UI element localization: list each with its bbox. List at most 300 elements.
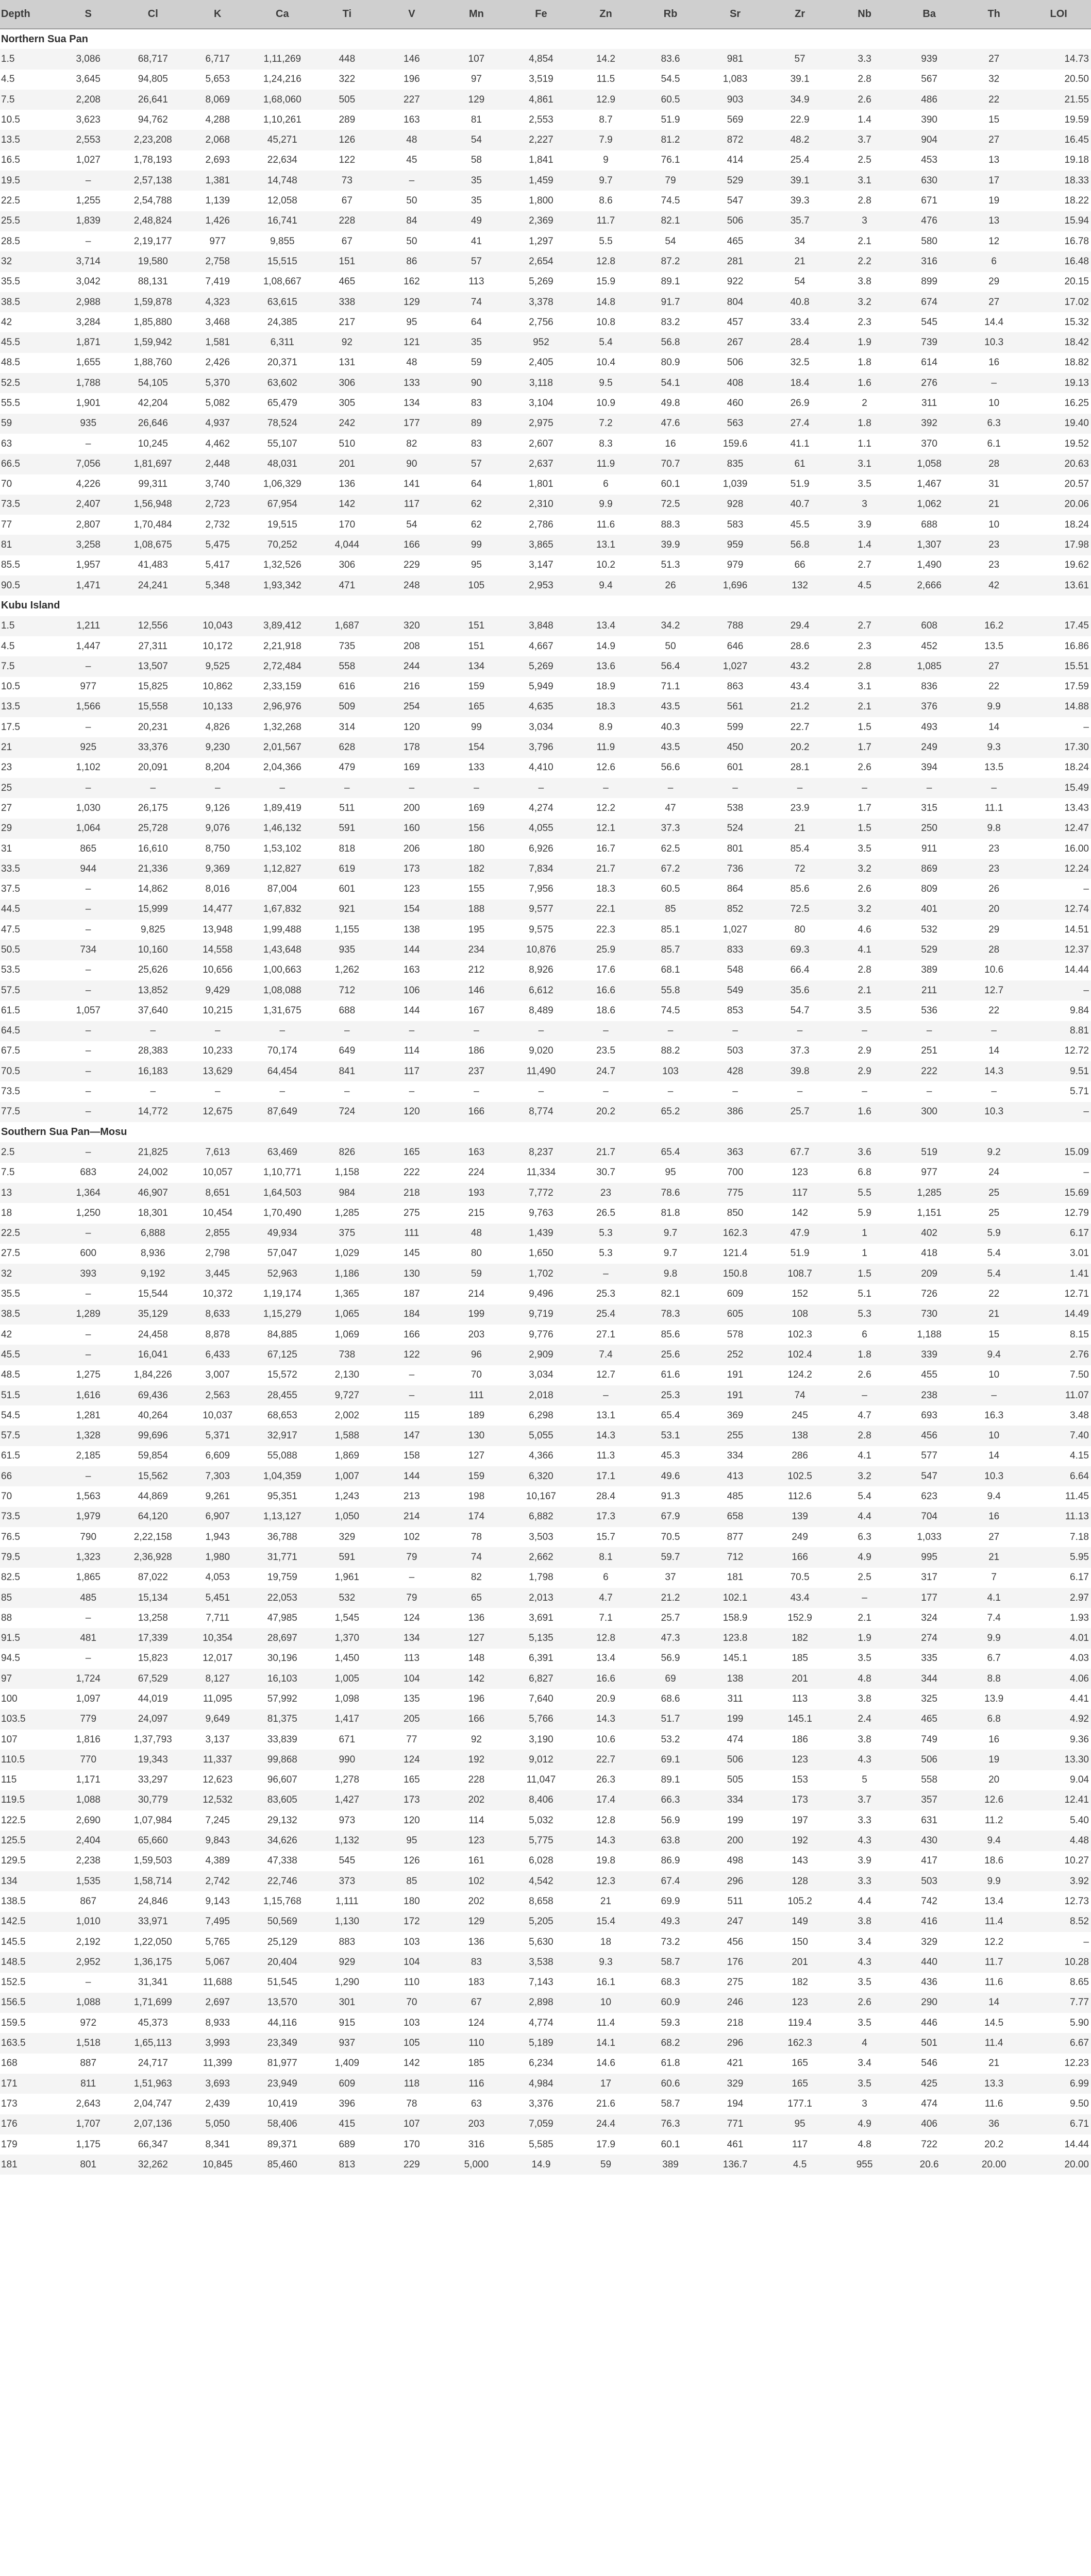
cell-s: 1,901 [76, 397, 100, 409]
cell-zn: 9.7 [574, 171, 639, 191]
cell-k: 1,381 [186, 171, 250, 191]
cell-k: 10,043 [186, 616, 250, 636]
cell-v: 144 [379, 940, 444, 960]
cell-s: 2,952 [56, 1952, 121, 1972]
cell-k: 12,623 [203, 1774, 233, 1786]
cell-ti: 511 [339, 802, 355, 814]
cell-v: 144 [404, 1005, 420, 1016]
cell-s: 1,323 [56, 1547, 121, 1567]
cell-mn: 95 [471, 560, 482, 571]
cell-cl: 99,311 [138, 479, 168, 490]
cell-v: 229 [404, 560, 420, 571]
cell-zn: 7.9 [574, 130, 639, 150]
cell-fe: 5,032 [529, 1815, 553, 1826]
table-row [0, 656, 1091, 676]
cell-cl: 1,65,113 [121, 2033, 186, 2053]
cell-cl: 32,262 [121, 2155, 186, 2175]
cell-mn: 193 [444, 1183, 509, 1203]
table-row [0, 1547, 1091, 1567]
cell-k: 8,878 [205, 1329, 230, 1340]
cell-loi: 17.02 [1026, 292, 1091, 312]
cell-nb: 4.1 [832, 940, 897, 960]
cell-cl: 1,71,699 [121, 1993, 186, 2013]
cell-depth: 32 [0, 1264, 56, 1284]
cell-fe: 2,227 [509, 130, 574, 150]
cell-mn: 82 [471, 1572, 482, 1583]
cell-nb: 2.1 [832, 980, 897, 1001]
table-row [0, 1790, 1091, 1810]
cell-v: 166 [379, 535, 444, 555]
table-row [0, 1021, 1091, 1041]
cell-ti: 314 [339, 721, 356, 733]
cell-depth: 125.5 [0, 1831, 56, 1851]
table-row [0, 1770, 1091, 1790]
cell-depth: 63 [1, 438, 12, 449]
cell-th: 10.3 [962, 1102, 1027, 1122]
table-row [0, 737, 1091, 757]
cell-s: 485 [56, 1588, 121, 1608]
cell-v: – [409, 1369, 415, 1381]
cell-th: 11.7 [962, 1952, 1027, 1972]
cell-nb: 6.8 [858, 1167, 871, 1178]
cell-mn: 83 [471, 397, 482, 409]
cell-ba: 749 [921, 1734, 937, 1745]
cell-fe: 5,135 [509, 1628, 574, 1648]
cell-k: 5,371 [186, 1426, 250, 1446]
cell-mn: 166 [444, 1709, 509, 1730]
cell-ti: 813 [315, 2155, 380, 2175]
cell-s: 944 [56, 859, 121, 879]
cell-v: 79 [379, 1547, 444, 1567]
cell-loi: 21.55 [1026, 90, 1091, 110]
cell-cl: 2,23,208 [121, 130, 186, 150]
cell-zn: 11.4 [596, 2017, 615, 2028]
table-row [0, 616, 1091, 636]
cell-depth: 35.5 [1, 1289, 20, 1300]
cell-s: 1,010 [56, 1912, 121, 1932]
cell-fe: 6,320 [509, 1466, 574, 1486]
cell-rb: – [667, 1086, 674, 1097]
cell-k: 4,323 [186, 292, 250, 312]
cell-zn: 21.7 [574, 1142, 639, 1162]
cell-rb: 45.3 [661, 1450, 680, 1462]
cell-zn: 25.3 [596, 1289, 615, 1300]
cell-rb: 68.1 [661, 964, 680, 976]
cell-rb: 54.5 [661, 74, 680, 85]
cell-ba: 704 [897, 1507, 962, 1527]
cell-mn: 185 [468, 2058, 485, 2069]
cell-fe: 3,378 [509, 292, 574, 312]
cell-ba: 674 [897, 292, 962, 312]
cell-fe: 6,028 [529, 1855, 553, 1867]
cell-mn: 202 [468, 1895, 485, 1907]
cell-sr: 609 [727, 1289, 744, 1300]
table-row [0, 1952, 1091, 1972]
cell-sr: 524 [703, 819, 768, 839]
cell-sr: 369 [727, 1410, 744, 1421]
cell-ba: 904 [897, 130, 962, 150]
table-row [0, 90, 1091, 110]
cell-k: 5,067 [186, 1952, 250, 1972]
cell-ba: 1,467 [917, 479, 942, 490]
cell-rb: 51.3 [661, 560, 680, 571]
cell-loi: 6.71 [1026, 2114, 1091, 2134]
cell-sr: 601 [727, 762, 744, 773]
cell-ca: 1,32,526 [263, 560, 301, 571]
table-row [0, 1061, 1091, 1081]
cell-loi: 12.24 [1026, 859, 1091, 879]
cell-sr: 605 [703, 1304, 768, 1325]
cell-zn: 59 [574, 2155, 639, 2175]
cell-sr: 569 [727, 114, 744, 125]
cell-sr: 549 [703, 980, 768, 1001]
cell-depth: 85.5 [1, 560, 20, 571]
cell-cl: 35,129 [121, 1304, 186, 1325]
cell-ti: 1,370 [315, 1628, 380, 1648]
cell-loi: 18.33 [1026, 171, 1091, 191]
cell-loi: 16.86 [1064, 640, 1089, 652]
cell-depth: 59 [0, 414, 56, 434]
cell-ba: 546 [921, 2058, 937, 2069]
cell-cl: 2,22,158 [133, 1531, 172, 1543]
cell-th: 15 [988, 114, 1000, 125]
cell-sr: – [703, 1021, 768, 1041]
cell-ca: 44,116 [267, 2017, 297, 2028]
cell-rb: 47.6 [638, 414, 703, 434]
cell-v: 120 [404, 1815, 420, 1826]
cell-ti: 689 [339, 2139, 356, 2150]
cell-ti: 883 [339, 1936, 356, 1947]
cell-zr: 85.4 [790, 843, 810, 854]
cell-v: 118 [379, 2074, 444, 2094]
cell-ba: 436 [921, 1977, 937, 1988]
cell-th: 21 [962, 495, 1027, 515]
cell-th: – [962, 778, 1027, 798]
cell-ti: 1,050 [315, 1507, 380, 1527]
cell-fe: 8,658 [529, 1895, 553, 1907]
cell-fe: 3,848 [509, 616, 574, 636]
cell-loi: 15.94 [1026, 211, 1091, 231]
cell-zr: 102.5 [767, 1466, 832, 1486]
cell-nb: 4.4 [858, 1895, 871, 1907]
cell-sr: 498 [727, 1855, 744, 1867]
cell-zr: 34.9 [767, 90, 832, 110]
cell-loi: 5.40 [1070, 1815, 1089, 1826]
cell-zr: 102.4 [767, 1345, 832, 1365]
cell-loi: – [1083, 1167, 1089, 1178]
cell-ba: 567 [921, 74, 937, 85]
cell-th: 27 [962, 49, 1027, 69]
cell-rb: 60.9 [638, 1993, 703, 2013]
cell-cl: 94,805 [138, 74, 168, 85]
cell-ba: 608 [897, 616, 962, 636]
cell-ca: 1,64,503 [250, 1183, 315, 1203]
cell-ba: 869 [897, 859, 962, 879]
cell-v: 142 [404, 2058, 420, 2069]
cell-zn: 17.3 [574, 1507, 639, 1527]
cell-depth: 13 [0, 1183, 56, 1203]
cell-s: 683 [80, 1167, 97, 1178]
cell-ca: 52,963 [250, 1264, 315, 1284]
cell-depth: 85 [0, 1588, 56, 1608]
cell-ba: 730 [897, 1304, 962, 1325]
cell-cl: 1,37,793 [133, 1734, 172, 1745]
cell-ba: 392 [897, 414, 962, 434]
cell-ti: 1,409 [334, 2058, 360, 2069]
column-header-k: K [186, 0, 250, 29]
cell-fe: 8,774 [509, 1102, 574, 1122]
cell-s: 2,643 [76, 2098, 100, 2109]
cell-mn: 212 [468, 964, 485, 976]
cell-loi: 12.47 [1026, 819, 1091, 839]
cell-fe: 2,953 [509, 575, 574, 596]
cell-sr: 853 [727, 1005, 744, 1016]
cell-sr: 775 [703, 1183, 768, 1203]
cell-zn: 19.8 [596, 1855, 615, 1867]
cell-nb: 1.5 [832, 1264, 897, 1284]
cell-sr: 850 [727, 1207, 744, 1218]
cell-k: 3,468 [205, 316, 230, 328]
cell-ti: 818 [339, 843, 356, 854]
cell-mn: 165 [444, 697, 509, 717]
cell-ba: 899 [921, 276, 937, 287]
cell-fe: 4,274 [529, 802, 553, 814]
cell-v: 163 [404, 964, 420, 976]
cell-s: 925 [56, 737, 121, 757]
cell-th: 25 [988, 1207, 1000, 1218]
cell-th: 20.2 [984, 2139, 1004, 2150]
cell-zn: 11.7 [574, 211, 639, 231]
cell-sr: 199 [703, 1709, 768, 1730]
cell-ca: 64,454 [250, 1061, 315, 1081]
cell-th: 9.4 [962, 1831, 1027, 1851]
cell-rb: 69.9 [661, 1895, 680, 1907]
cell-loi: 5.95 [1026, 1547, 1091, 1567]
cell-th: 5.9 [962, 1224, 1027, 1244]
cell-nb: 3.3 [832, 49, 897, 69]
cell-k: 8,016 [205, 884, 230, 895]
table-row [0, 1163, 1091, 1183]
cell-k: 3,693 [186, 2074, 250, 2094]
cell-s: 393 [56, 1264, 121, 1284]
cell-sr: 801 [727, 843, 744, 854]
cell-rb: 53.1 [638, 1426, 703, 1446]
cell-zr: 56.8 [767, 535, 832, 555]
cell-rb: 68.3 [661, 1977, 680, 1988]
cell-v: 138 [404, 924, 420, 935]
cell-rb: 89.1 [661, 1774, 680, 1786]
cell-nb: 4 [832, 2033, 897, 2053]
cell-s: 1,289 [56, 1304, 121, 1325]
cell-v: 45 [406, 155, 417, 166]
cell-sr: 833 [703, 940, 768, 960]
cell-k: 8,651 [186, 1183, 250, 1203]
cell-loi: 15.51 [1026, 656, 1091, 676]
cell-cl: 21,825 [121, 1142, 186, 1162]
cell-fe: 5,189 [509, 2033, 574, 2053]
cell-depth: 37.5 [1, 884, 20, 895]
cell-sr: 461 [727, 2139, 744, 2150]
cell-rb: 95 [665, 1167, 676, 1178]
cell-mn: 80 [471, 1248, 482, 1259]
cell-loi: 7.18 [1070, 1531, 1089, 1543]
cell-ba: 722 [921, 2139, 937, 2150]
cell-zn: 14.3 [574, 1709, 639, 1730]
cell-nb: 2.7 [858, 560, 871, 571]
table-row [0, 1831, 1091, 1851]
cell-rb: 88.2 [661, 1045, 680, 1057]
cell-zn: 14.9 [596, 640, 615, 652]
cell-ca: 24,385 [267, 316, 297, 328]
cell-sr: 578 [727, 1329, 744, 1340]
cell-zr: 66.4 [790, 964, 810, 976]
cell-th: 22 [988, 1289, 1000, 1300]
cell-th: 8.8 [962, 1669, 1027, 1689]
cell-s: 770 [56, 1750, 121, 1770]
cell-s: 1,839 [56, 211, 121, 231]
cell-mn: 183 [468, 1977, 485, 1988]
cell-fe: 9,776 [529, 1329, 553, 1340]
cell-mn: 41 [471, 235, 482, 247]
cell-nb: 1.7 [858, 802, 871, 814]
cell-zn: – [574, 1385, 639, 1405]
cell-rb: 83.6 [638, 49, 703, 69]
cell-k: 5,765 [205, 1936, 230, 1947]
cell-zr: 21 [767, 251, 832, 272]
cell-th: 10.3 [962, 332, 1027, 352]
cell-v: 173 [379, 1790, 444, 1810]
cell-cl: 44,869 [138, 1491, 168, 1502]
cell-ca: 25,129 [267, 1936, 297, 1947]
cell-s: 1,979 [56, 1507, 121, 1527]
table-row [0, 171, 1091, 191]
cell-ba: 311 [921, 397, 937, 409]
cell-sr: 191 [703, 1385, 768, 1405]
cell-rb: 76.1 [661, 155, 680, 166]
cell-sr: 712 [703, 1547, 768, 1567]
cell-th: 7.4 [987, 1612, 1001, 1623]
cell-loi: 19.52 [1064, 438, 1089, 449]
cell-ba: 209 [897, 1264, 962, 1284]
cell-rb: 58.7 [638, 1952, 703, 1972]
table-row [0, 292, 1091, 312]
table-row [0, 1507, 1091, 1527]
cell-loi: 8.81 [1026, 1021, 1091, 1041]
cell-loi: – [1083, 1936, 1089, 1947]
cell-s: – [85, 1653, 91, 1664]
cell-depth: 50.5 [0, 940, 56, 960]
cell-s: 3,258 [56, 535, 121, 555]
cell-rb: 61.8 [661, 2058, 680, 2069]
cell-ba: 177 [897, 1588, 962, 1608]
cell-fe: 4,667 [529, 640, 553, 652]
cell-nb: 2.6 [858, 762, 871, 773]
cell-rb: 86.9 [661, 1855, 680, 1867]
cell-s: 935 [56, 414, 121, 434]
cell-th: 13.4 [984, 1895, 1004, 1907]
cell-depth: 25.5 [0, 211, 56, 231]
cell-cl: 12,556 [121, 616, 186, 636]
cell-sr: 162.3 [703, 1224, 768, 1244]
cell-s: 790 [80, 1531, 97, 1543]
cell-k: 8,204 [205, 762, 230, 773]
cell-rb: 58.7 [661, 2098, 680, 2109]
cell-th: 12 [988, 235, 1000, 247]
cell-v: 105 [379, 2033, 444, 2053]
cell-ba: 580 [921, 235, 937, 247]
cell-th: 31 [988, 479, 1000, 490]
cell-ti: 305 [339, 397, 356, 409]
cell-ti: 9,727 [315, 1385, 380, 1405]
cell-fe: 5,585 [529, 2139, 553, 2150]
cell-ti: 1,065 [315, 1304, 380, 1325]
cell-mn: 74 [444, 1547, 509, 1567]
cell-s: – [85, 924, 91, 935]
cell-rb: 60.1 [661, 479, 680, 490]
cell-v: 158 [404, 1450, 420, 1462]
cell-ti: 1,290 [334, 1977, 360, 1988]
cell-nb: 2.8 [858, 74, 871, 85]
cell-ba: 726 [921, 1289, 937, 1300]
table-row [0, 1081, 1091, 1101]
cell-sr: 903 [703, 90, 768, 110]
column-header-fe: Fe [509, 0, 574, 29]
cell-mn: 202 [444, 1790, 509, 1810]
cell-s: 481 [56, 1628, 121, 1648]
cell-rb: 72.5 [638, 495, 703, 515]
cell-th: 21 [962, 1304, 1027, 1325]
cell-depth: 52.5 [0, 373, 56, 393]
cell-ca: 87,004 [267, 884, 297, 895]
cell-th: 42 [962, 575, 1027, 596]
cell-cl: 20,231 [138, 721, 168, 733]
cell-zn: 10.8 [596, 316, 615, 328]
cell-s: 1,655 [76, 357, 100, 368]
cell-ti: 2,130 [334, 1369, 360, 1381]
cell-cl: 88,131 [138, 276, 168, 287]
cell-depth: 18 [1, 1207, 12, 1218]
cell-loi: 20.57 [1064, 479, 1089, 490]
cell-depth: 145.5 [1, 1936, 26, 1947]
cell-zn: 15.4 [574, 1912, 639, 1932]
table-row [0, 70, 1091, 90]
cell-cl: 24,717 [138, 2058, 168, 2069]
cell-k: 10,372 [203, 1289, 233, 1300]
cell-zn: 14.6 [596, 2058, 615, 2069]
cell-th: 20.00 [962, 2155, 1027, 2175]
cell-cl: 25,626 [138, 964, 168, 976]
cell-mn: 166 [444, 1102, 509, 1122]
cell-ca: 12,058 [267, 195, 297, 207]
cell-zr: 28.6 [790, 640, 810, 652]
cell-ba: 501 [897, 2033, 962, 2053]
cell-zn: 8.3 [599, 438, 613, 449]
cell-th: – [962, 373, 1027, 393]
cell-ca: 1,00,663 [263, 964, 301, 976]
cell-ba: 836 [921, 681, 937, 692]
cell-cl: 44,019 [138, 1693, 168, 1704]
cell-s: – [85, 438, 91, 449]
cell-nb: 3.1 [832, 171, 897, 191]
cell-cl: 19,343 [121, 1750, 186, 1770]
cell-fe: 7,772 [509, 1183, 574, 1203]
cell-rb: 71.1 [661, 681, 680, 692]
cell-loi: 14.51 [1064, 924, 1089, 935]
cell-nb: 1.5 [858, 721, 871, 733]
cell-ba: 995 [897, 1547, 962, 1567]
cell-ca: 20,404 [250, 1952, 315, 1972]
cell-zn: 14.8 [574, 292, 639, 312]
